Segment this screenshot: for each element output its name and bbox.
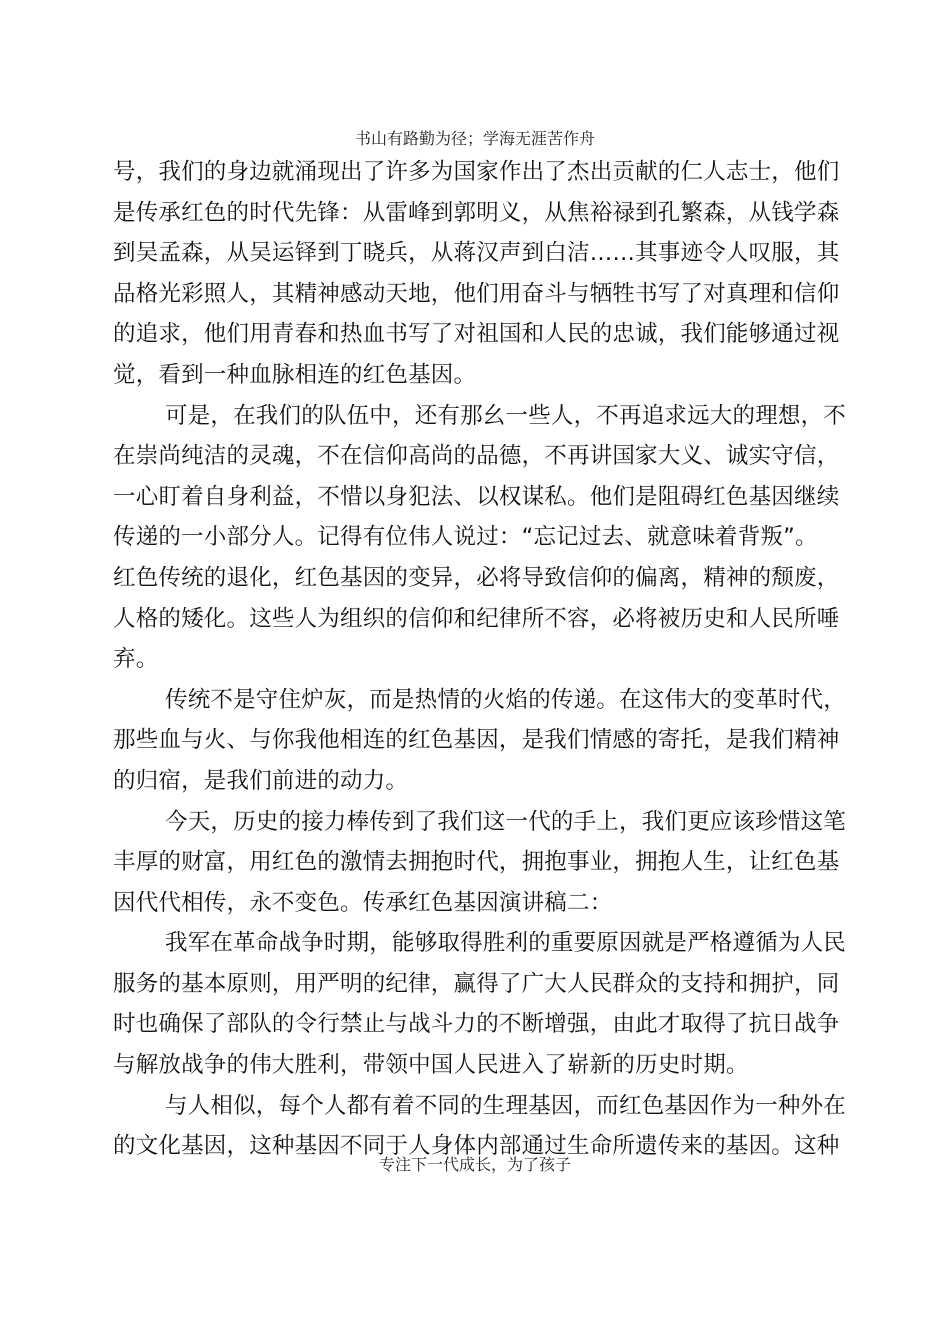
paragraph-start-line: 今天，历史的接力棒传到了我们这一代的手上，我们更应该珍惜这笔 [165,808,847,835]
text-line: 与解放战争的伟大胜利，带领中国人民进入了崭新的历史时期。 [113,1052,749,1079]
page-header: 书山有路勤为径；学海无涯苦作舟 [354,129,595,148]
document-body [113,152,848,1167]
paragraph-start-line: 与人相似，每个人都有着不同的生理基因，而红色基因作为一种外在 [165,1092,847,1119]
text-line: 因代代相传，永不变色。传承红色基因演讲稿二： [113,889,613,916]
paragraph-start-line: 可是，在我们的队伍中，还有那幺一些人，不再追求远大的理想，不 [165,402,847,429]
text-line: 的文化基因，这种基因不同于人身体内部通过生命所遗传来的基因。这种 [113,1133,840,1160]
text-line: 的追求，他们用青春和热血书写了对祖国和人民的忠诚，我们能够通过视 [113,321,840,348]
text-line: 一心盯着自身利益，不惜以身犯法、以权谋私。他们是阻碍红色基因继续 [113,483,840,510]
text-line: 在崇尚纯洁的灵魂，不在信仰高尚的品德，不再讲国家大义、诚实守信， [113,443,840,470]
text-line: 弃。 [113,646,159,673]
page-footer: 专注下一代成长，为了孩子 [378,1155,571,1174]
text-line: 品格光彩照人，其精神感动天地，他们用奋斗与牺牲书写了对真理和信仰 [113,280,840,307]
text-line: 丰厚的财富，用红色的激情去拥抱时代，拥抱事业，拥抱人生，让红色基 [113,849,840,876]
text-line: 传递的一小部分人。记得有位伟人说过：“忘记过去、就意味着背叛”。 [113,524,818,551]
paragraph-start-line: 我军在革命战争时期，能够取得胜利的重要原因就是严格遵循为人民 [165,930,847,957]
text-line: 红色传统的退化，红色基因的变异，必将导致信仰的偏离，精神的颓废， [113,564,840,591]
paragraph-start-line: 传统不是守住炉灰，而是热情的火焰的传递。在这伟大的变革时代， [165,686,847,713]
text-line: 到吴孟森，从吴运铎到丁晓兵，从蒋汉声到白洁……其事迹令人叹服，其 [113,240,840,267]
text-line: 人格的矮化。这些人为组织的信仰和纪律所不容，必将被历史和人民所唾 [113,605,840,632]
text-line: 的归宿，是我们前进的动力。 [113,767,409,794]
text-line: 号，我们的身边就涌现出了许多为国家作出了杰出贡献的仁人志士，他们 [113,159,840,185]
text-line: 那些血与火、与你我他相连的红色基因，是我们情感的寄托，是我们精神 [113,727,840,754]
text-line: 觉，看到一种血脉相连的红色基因。 [113,361,477,388]
text-line: 服务的基本原则，用严明的纪律，赢得了广大人民群众的支持和拥护，同 [113,970,840,997]
text-line: 是传承红色的时代先锋：从雷峰到郭明义，从焦裕禄到孔繁森，从钱学森 [113,199,840,226]
text-line: 时也确保了部队的令行禁止与战斗力的不断增强，由此才取得了抗日战争 [113,1011,840,1038]
